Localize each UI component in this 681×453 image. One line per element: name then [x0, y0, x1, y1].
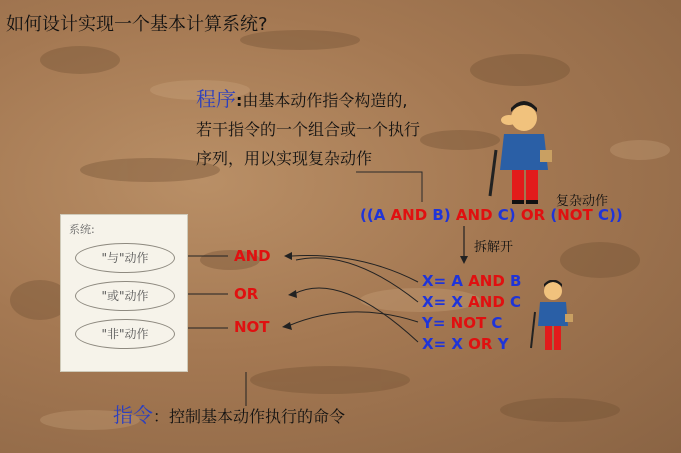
eq-rhs: C: [504, 293, 522, 311]
eq-op: OR: [468, 335, 493, 353]
eq-rhs: B: [504, 272, 522, 290]
eq-rhs: Y: [492, 335, 509, 353]
eq-op: AND: [468, 293, 505, 311]
equation-4: [422, 334, 521, 355]
expr-part: B): [427, 206, 456, 224]
or-action-ellipse: "或"动作: [75, 281, 175, 311]
expr-op-or: OR: [520, 206, 546, 224]
instruction-colon: ：: [153, 407, 170, 426]
program-colon: :: [236, 91, 243, 110]
eq-op: AND: [468, 272, 505, 290]
program-line-3: 序列，用以实现复杂动作: [196, 149, 373, 168]
not-action-ellipse: "非"动作: [75, 319, 175, 349]
program-line-1: 由基本动作指令构造的,: [242, 91, 408, 110]
eq-lhs: X= X: [422, 335, 469, 353]
eq-lhs: Y=: [422, 314, 451, 332]
program-heading: 程序: [196, 87, 236, 111]
and-action-ellipse: "与"动作: [75, 243, 175, 273]
expr-op-and-1: AND: [390, 206, 428, 224]
small-cartoon-man-icon: [528, 280, 576, 356]
expr-op-and-2: AND: [455, 206, 493, 224]
complex-action-label: 复杂动作: [556, 194, 609, 209]
eq-op: NOT: [450, 314, 487, 332]
equation-list: [422, 271, 521, 355]
decompose-label: 拆解开: [474, 240, 514, 255]
expr-part: C)): [592, 206, 623, 224]
instruction-definition: [113, 399, 345, 428]
expr-part: (: [545, 206, 558, 224]
operator-not: NOT: [234, 318, 270, 336]
eq-lhs: X= A: [422, 272, 469, 290]
operator-or: OR: [234, 285, 259, 303]
page-title: 如何设计实现一个基本计算系统?: [6, 14, 268, 35]
eq-rhs: C: [486, 314, 503, 332]
equation-3: [422, 313, 521, 334]
expr-op-not: NOT: [557, 206, 593, 224]
complex-expression: [360, 206, 623, 224]
system-panel-title: 系统:: [69, 223, 95, 236]
instruction-text: 控制基本动作执行的命令: [169, 407, 346, 426]
program-line-2: 若干指令的一个组合或一个执行: [196, 120, 421, 139]
expr-part: C): [492, 206, 521, 224]
equation-2: [422, 292, 521, 313]
expr-part: ((A: [360, 206, 391, 224]
equation-1: [422, 271, 521, 292]
instruction-heading: 指令: [113, 403, 153, 427]
operator-and: AND: [234, 247, 271, 265]
eq-lhs: X= X: [422, 293, 469, 311]
system-panel: [60, 214, 188, 372]
